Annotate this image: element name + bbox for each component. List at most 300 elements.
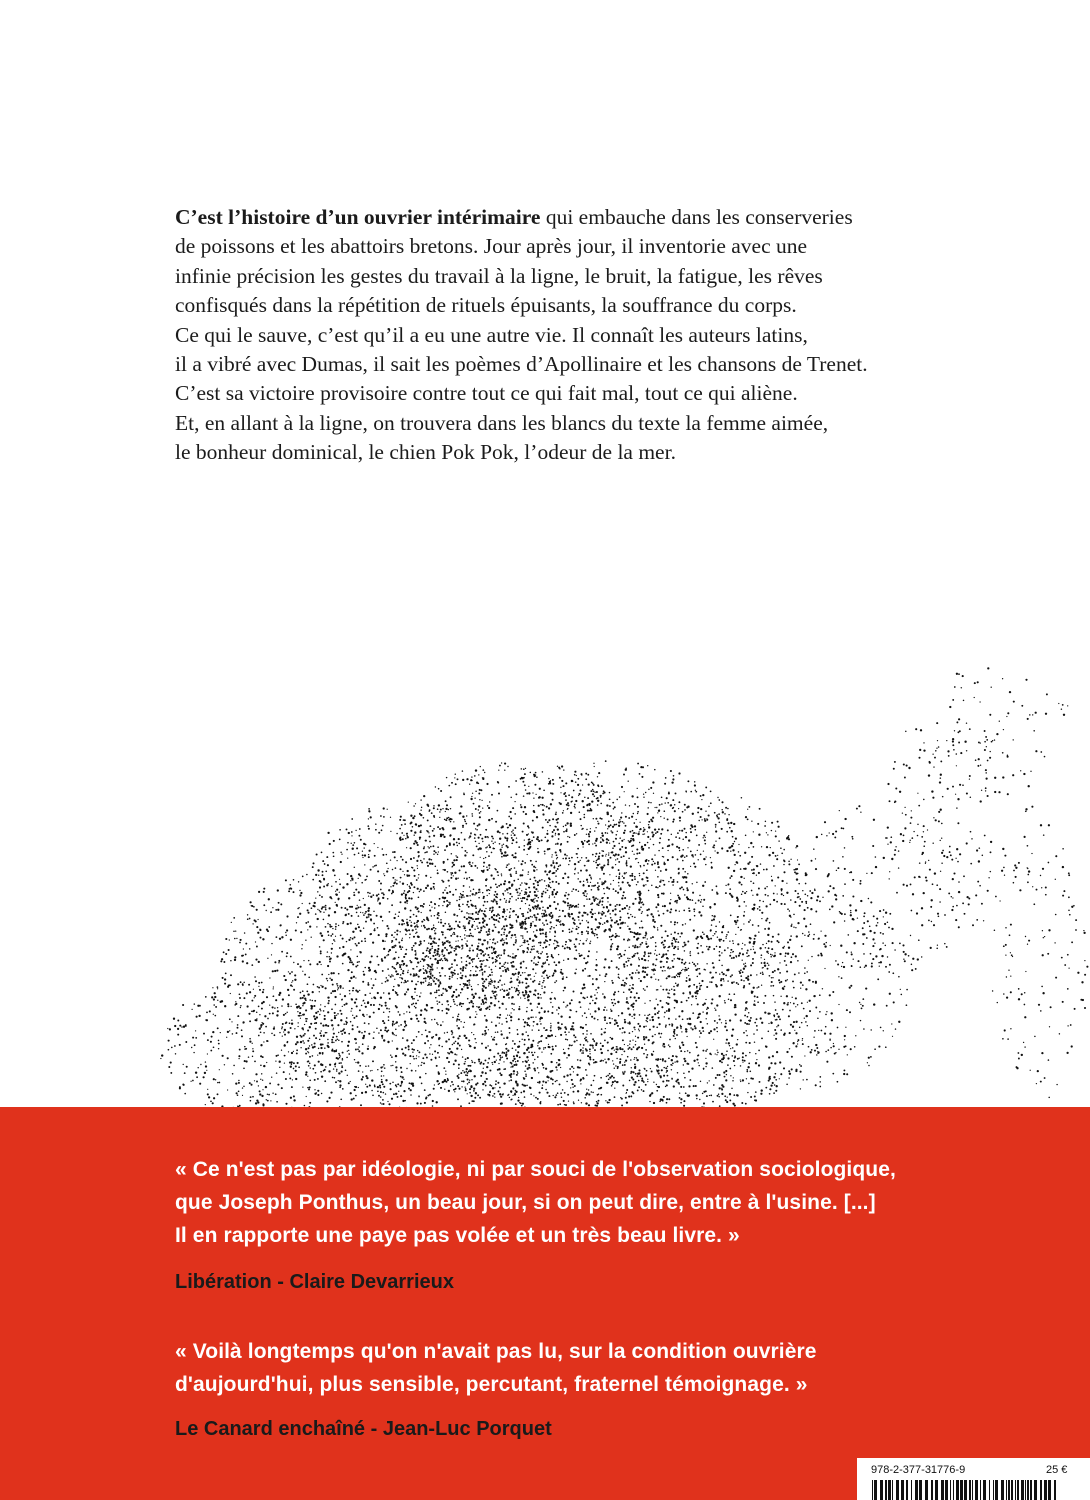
stipple-dot	[376, 956, 378, 958]
stipple-dot	[733, 981, 735, 983]
stipple-dot	[275, 999, 277, 1001]
stipple-dot	[700, 854, 702, 856]
stipple-dot	[517, 897, 519, 899]
stipple-dot	[475, 828, 476, 829]
stipple-dot	[207, 1039, 209, 1041]
stipple-dot	[678, 897, 680, 899]
stipple-dot	[623, 939, 625, 941]
stipple-dot	[805, 883, 807, 885]
stipple-dot	[431, 907, 432, 908]
stipple-dot	[556, 1009, 557, 1010]
stipple-dot	[622, 876, 623, 877]
stipple-dot	[427, 805, 429, 807]
stipple-dot	[497, 1016, 499, 1018]
stipple-dot	[643, 829, 645, 831]
stipple-dot	[329, 978, 331, 980]
stipple-dot	[444, 942, 446, 944]
stipple-dot	[664, 905, 666, 907]
stipple-dot	[488, 983, 490, 985]
stipple-dot	[328, 1000, 330, 1002]
stipple-dot	[586, 834, 587, 835]
stipple-dot	[784, 903, 786, 905]
stipple-dot	[703, 837, 704, 838]
stipple-dot	[795, 847, 796, 848]
stipple-dot	[705, 811, 706, 812]
stipple-dot	[471, 926, 473, 928]
stipple-dot	[643, 872, 645, 874]
stipple-dot	[258, 1035, 260, 1037]
stipple-dot	[587, 961, 589, 963]
stipple-dot	[624, 1031, 626, 1033]
stipple-dot	[706, 1008, 707, 1009]
stipple-dot	[528, 949, 529, 950]
stipple-dot	[690, 955, 692, 957]
stipple-dot	[586, 1017, 587, 1018]
stipple-dot	[327, 864, 329, 866]
stipple-dot	[557, 868, 559, 870]
stipple-dot	[703, 835, 705, 837]
stipple-dot	[484, 1015, 486, 1017]
stipple-dot	[446, 804, 448, 806]
stipple-dot	[765, 905, 767, 907]
stipple-dot	[249, 1038, 251, 1040]
stipple-dot	[362, 1043, 364, 1045]
stipple-dot	[430, 937, 432, 939]
stipple-dot	[359, 899, 361, 901]
stipple-dot	[589, 804, 591, 806]
stipple-dot	[457, 1077, 459, 1079]
stipple-dot	[461, 975, 463, 977]
stipple-dot	[373, 1004, 375, 1006]
stipple-dot	[748, 847, 749, 848]
stipple-dot	[714, 933, 716, 935]
stipple-dot	[585, 895, 587, 897]
stipple-dot	[501, 846, 502, 847]
stipple-dot	[468, 906, 470, 908]
stipple-dot	[493, 899, 495, 901]
stipple-dot	[497, 875, 499, 877]
stipple-dot	[629, 939, 631, 941]
stipple-dot	[469, 1080, 470, 1081]
stipple-dot	[497, 871, 499, 873]
stipple-dot	[550, 864, 552, 866]
stipple-dot	[638, 978, 639, 979]
stipple-dot	[218, 1043, 220, 1045]
stipple-dot	[349, 958, 351, 960]
stipple-dot	[368, 895, 369, 896]
stipple-dot	[235, 1001, 236, 1002]
stipple-dot	[509, 1080, 510, 1081]
stipple-dot	[540, 1101, 542, 1103]
stipple-dot	[600, 1048, 602, 1050]
stipple-dot	[382, 970, 384, 972]
stipple-dot	[309, 925, 311, 927]
stipple-dot	[322, 1025, 324, 1027]
stipple-dot	[678, 847, 680, 849]
stipple-dot	[751, 821, 752, 822]
stipple-dot	[593, 763, 594, 764]
stipple-dot	[646, 877, 648, 879]
stipple-dot	[674, 976, 676, 978]
stipple-dot	[597, 899, 598, 900]
stipple-dot	[721, 952, 722, 953]
stipple-dot	[380, 1091, 382, 1093]
stipple-dot	[212, 1031, 214, 1033]
stipple-dot	[587, 810, 589, 812]
stipple-dot	[407, 875, 409, 877]
stipple-dot	[544, 836, 546, 838]
stipple-dot	[665, 777, 667, 779]
stipple-dot	[646, 1056, 648, 1058]
stipple-dot	[410, 1063, 411, 1064]
stipple-dot	[355, 1043, 356, 1044]
stipple-dot	[324, 1018, 326, 1020]
stipple-dot	[448, 880, 450, 882]
stipple-dot	[614, 1023, 616, 1025]
stipple-dot	[498, 769, 499, 770]
stipple-dot	[743, 915, 745, 917]
stipple-dot	[319, 1052, 321, 1054]
stipple-dot	[509, 956, 511, 958]
stipple-dot	[461, 832, 463, 834]
stipple-dot	[195, 1072, 197, 1074]
stipple-dot	[550, 905, 552, 907]
stipple-dot	[757, 823, 759, 825]
stipple-dot	[760, 972, 762, 974]
stipple-dot	[483, 896, 485, 898]
stipple-dot	[728, 867, 730, 869]
stipple-dot	[572, 1083, 574, 1085]
stipple-dot	[533, 836, 535, 838]
stipple-dot	[515, 899, 517, 901]
stipple-dot	[607, 861, 609, 863]
stipple-dot	[382, 848, 384, 850]
stipple-dot	[535, 1016, 536, 1017]
stipple-dot	[385, 933, 387, 935]
stipple-dot	[682, 924, 684, 926]
stipple-dot	[447, 1032, 449, 1034]
stipple-dot	[329, 1064, 331, 1066]
stipple-dot	[531, 840, 533, 842]
stipple-dot	[554, 940, 556, 942]
stipple-dot	[647, 967, 648, 968]
stipple-dot	[504, 880, 506, 882]
stipple-dot	[350, 949, 351, 950]
stipple-dot	[565, 944, 566, 945]
stipple-dot	[771, 948, 773, 950]
stipple-dot	[704, 843, 706, 845]
stipple-dot	[476, 829, 478, 831]
stipple-dot	[517, 1033, 519, 1035]
stipple-dot	[390, 976, 392, 978]
stipple-dot	[605, 824, 606, 825]
stipple-dot	[523, 1090, 525, 1092]
stipple-dot	[341, 1033, 343, 1035]
stipple-dot	[492, 900, 494, 902]
stipple-dot	[321, 974, 323, 976]
stipple-dot	[558, 865, 560, 867]
stipple-dot	[401, 1048, 403, 1050]
stipple-dot	[357, 905, 358, 906]
stipple-dot	[521, 777, 523, 779]
stipple-dot	[651, 864, 653, 866]
stipple-dot	[641, 920, 643, 922]
stipple-dot	[173, 1018, 175, 1020]
stipple-dot	[452, 933, 453, 934]
stipple-dot	[546, 841, 547, 842]
stipple-dot	[420, 982, 422, 984]
stipple-dot	[227, 986, 229, 988]
stipple-dot	[317, 1090, 319, 1092]
stipple-dot	[658, 828, 660, 830]
stipple-dot	[538, 1029, 540, 1031]
stipple-dot	[688, 975, 689, 976]
stipple-dot	[727, 980, 728, 981]
stipple-dot	[273, 988, 274, 989]
stipple-dot	[520, 997, 521, 998]
stipple-dot	[550, 792, 552, 794]
stipple-dot	[629, 985, 630, 986]
stipple-dot	[661, 803, 662, 804]
stipple-dot	[355, 882, 356, 883]
stipple-dot	[420, 889, 422, 891]
stipple-dot	[549, 882, 550, 883]
stipple-dot	[324, 1080, 326, 1082]
stipple-dot	[492, 1038, 494, 1040]
stipple-dot	[527, 947, 529, 949]
stipple-dot	[615, 936, 617, 938]
stipple-dot	[617, 831, 618, 832]
stipple-dot	[663, 1043, 665, 1045]
stipple-dot	[590, 941, 591, 942]
stipple-dot	[505, 855, 507, 857]
stipple-dot	[499, 1007, 501, 1009]
stipple-dot	[589, 975, 591, 977]
stipple-dot	[276, 1055, 278, 1057]
stipple-dot	[466, 878, 468, 880]
stipple-dot	[386, 977, 388, 979]
stipple-dot	[462, 770, 463, 771]
stipple-dot	[743, 901, 745, 903]
stipple-dot	[552, 779, 554, 781]
stipple-dot	[406, 847, 407, 848]
stipple-dot	[286, 952, 288, 954]
stipple-dot	[455, 941, 456, 942]
stipple-dot	[767, 934, 769, 936]
stipple-dot	[430, 846, 432, 848]
stipple-dot	[266, 996, 268, 998]
stipple-dot	[509, 1015, 510, 1016]
stipple-dot	[668, 881, 669, 882]
stipple-dot	[300, 892, 302, 894]
stipple-dot	[239, 993, 241, 995]
stipple-dot	[558, 1007, 560, 1009]
stipple-dot	[470, 833, 471, 834]
stipple-dot	[705, 856, 706, 857]
stipple-dot	[418, 825, 420, 827]
stipple-dot	[718, 799, 720, 801]
stipple-dot	[670, 899, 671, 900]
stipple-dot	[609, 792, 610, 793]
stipple-dot	[433, 835, 435, 837]
stipple-dot	[286, 956, 288, 958]
stipple-dot	[241, 1035, 243, 1037]
stipple-dot	[320, 911, 322, 913]
stipple-dot	[279, 938, 281, 940]
stipple-dot	[700, 816, 702, 818]
stipple-dot	[477, 825, 479, 827]
stipple-dot	[537, 900, 538, 901]
stipple-dot	[574, 804, 576, 806]
stipple-dot	[257, 932, 259, 934]
stipple-dot	[623, 877, 625, 879]
stipple-dot	[503, 854, 505, 856]
stipple-dot	[768, 953, 769, 954]
stipple-dot	[538, 942, 539, 943]
stipple-dot	[716, 815, 717, 816]
stipple-dot	[308, 960, 309, 961]
stipple-dot	[579, 943, 581, 945]
stipple-dot	[731, 982, 733, 984]
stipple-dot	[281, 951, 283, 953]
stipple-dot	[625, 825, 627, 827]
stipple-dot	[521, 900, 523, 902]
stipple-dot	[260, 1026, 262, 1028]
stipple-dot	[485, 908, 486, 909]
stipple-dot	[703, 850, 704, 851]
stipple-dot	[528, 827, 530, 829]
stipple-dot	[595, 856, 596, 857]
stipple-dot	[586, 893, 587, 894]
stipple-dot	[407, 980, 409, 982]
stipple-dot	[733, 943, 734, 944]
stipple-dot	[456, 1005, 457, 1006]
stipple-dot	[291, 1019, 292, 1020]
stipple-dot	[421, 1034, 422, 1035]
stipple-dot	[383, 948, 385, 950]
stipple-dot	[531, 1045, 533, 1047]
stipple-dot	[579, 923, 581, 925]
stipple-dot	[266, 1062, 267, 1063]
stipple-dot	[295, 1043, 297, 1045]
stipple-dot	[466, 904, 468, 906]
stipple-dot	[462, 779, 464, 781]
stipple-dot	[322, 860, 324, 862]
stipple-dot	[371, 955, 373, 957]
stipple-dot	[372, 894, 374, 896]
stipple-dot	[644, 1015, 645, 1016]
stipple-dot	[765, 947, 767, 949]
stipple-dot	[558, 1063, 560, 1065]
stipple-dot	[606, 854, 607, 855]
stipple-dot	[638, 971, 640, 973]
stipple-dot	[425, 969, 427, 971]
stipple-dot	[615, 864, 616, 865]
stipple-dot	[753, 869, 755, 871]
stipple-dot	[446, 817, 448, 819]
stipple-dot	[554, 896, 555, 897]
stipple-dot	[513, 944, 515, 946]
stipple-dot	[347, 857, 348, 858]
stipple-dot	[682, 860, 684, 862]
stipple-dot	[642, 967, 643, 968]
stipple-dot	[443, 1067, 445, 1069]
stipple-dot	[386, 955, 387, 956]
stipple-dot	[796, 878, 798, 880]
stipple-dot	[580, 940, 581, 941]
stipple-dot	[790, 859, 791, 860]
stipple-dot	[192, 1037, 194, 1039]
stipple-dot	[357, 1061, 359, 1063]
stipple-dot	[333, 1042, 334, 1043]
stipple-dot	[531, 1009, 533, 1011]
stipple-dot	[410, 1089, 412, 1091]
stipple-dot	[515, 968, 517, 970]
stipple-dot	[428, 832, 429, 833]
stipple-dot	[286, 1042, 288, 1044]
stipple-dot	[212, 1102, 214, 1104]
stipple-dot	[687, 941, 689, 943]
stipple-dot	[529, 938, 531, 940]
stipple-dot	[672, 799, 674, 801]
stipple-dot	[381, 1070, 383, 1072]
stipple-dot	[501, 852, 503, 854]
stipple-dot	[538, 953, 539, 954]
stipple-dot	[484, 836, 486, 838]
stipple-dot	[713, 966, 715, 968]
stipple-dot	[515, 1061, 516, 1062]
stipple-dot	[636, 848, 638, 850]
stipple-dot	[434, 903, 436, 905]
stipple-dot	[758, 834, 760, 836]
stipple-dot	[344, 907, 346, 909]
stipple-dot	[459, 812, 461, 814]
stipple-dot	[240, 939, 242, 941]
stipple-dot	[335, 923, 337, 925]
stipple-dot	[471, 935, 473, 937]
stipple-dot	[606, 920, 608, 922]
stipple-dot	[433, 1088, 435, 1090]
stipple-dot	[239, 942, 241, 944]
stipple-dot	[267, 1094, 268, 1095]
stipple-dot	[451, 946, 453, 948]
stipple-dot	[582, 1050, 584, 1052]
stipple-dot	[374, 928, 375, 929]
stipple-dot	[552, 854, 553, 855]
stipple-dot	[655, 886, 657, 888]
stipple-dot	[743, 868, 745, 870]
stipple-dot	[474, 1062, 476, 1064]
stipple-dot	[552, 860, 554, 862]
stipple-dot	[618, 843, 620, 845]
stipple-dot	[587, 926, 589, 928]
stipple-dot	[661, 893, 663, 895]
stipple-dot	[507, 766, 508, 767]
stipple-dot	[480, 848, 482, 850]
stipple-dot	[420, 1064, 422, 1066]
stipple-dot	[493, 924, 495, 926]
stipple-dot	[591, 800, 593, 802]
stipple-dot	[725, 885, 726, 886]
stipple-dot	[536, 776, 538, 778]
stipple-dot	[529, 878, 531, 880]
stipple-dot	[646, 1017, 648, 1019]
stipple-dot	[440, 1024, 442, 1026]
stipple-dot	[524, 894, 525, 895]
stipple-dot	[664, 970, 665, 971]
stipple-dot	[647, 807, 649, 809]
stipple-dot	[477, 848, 479, 850]
